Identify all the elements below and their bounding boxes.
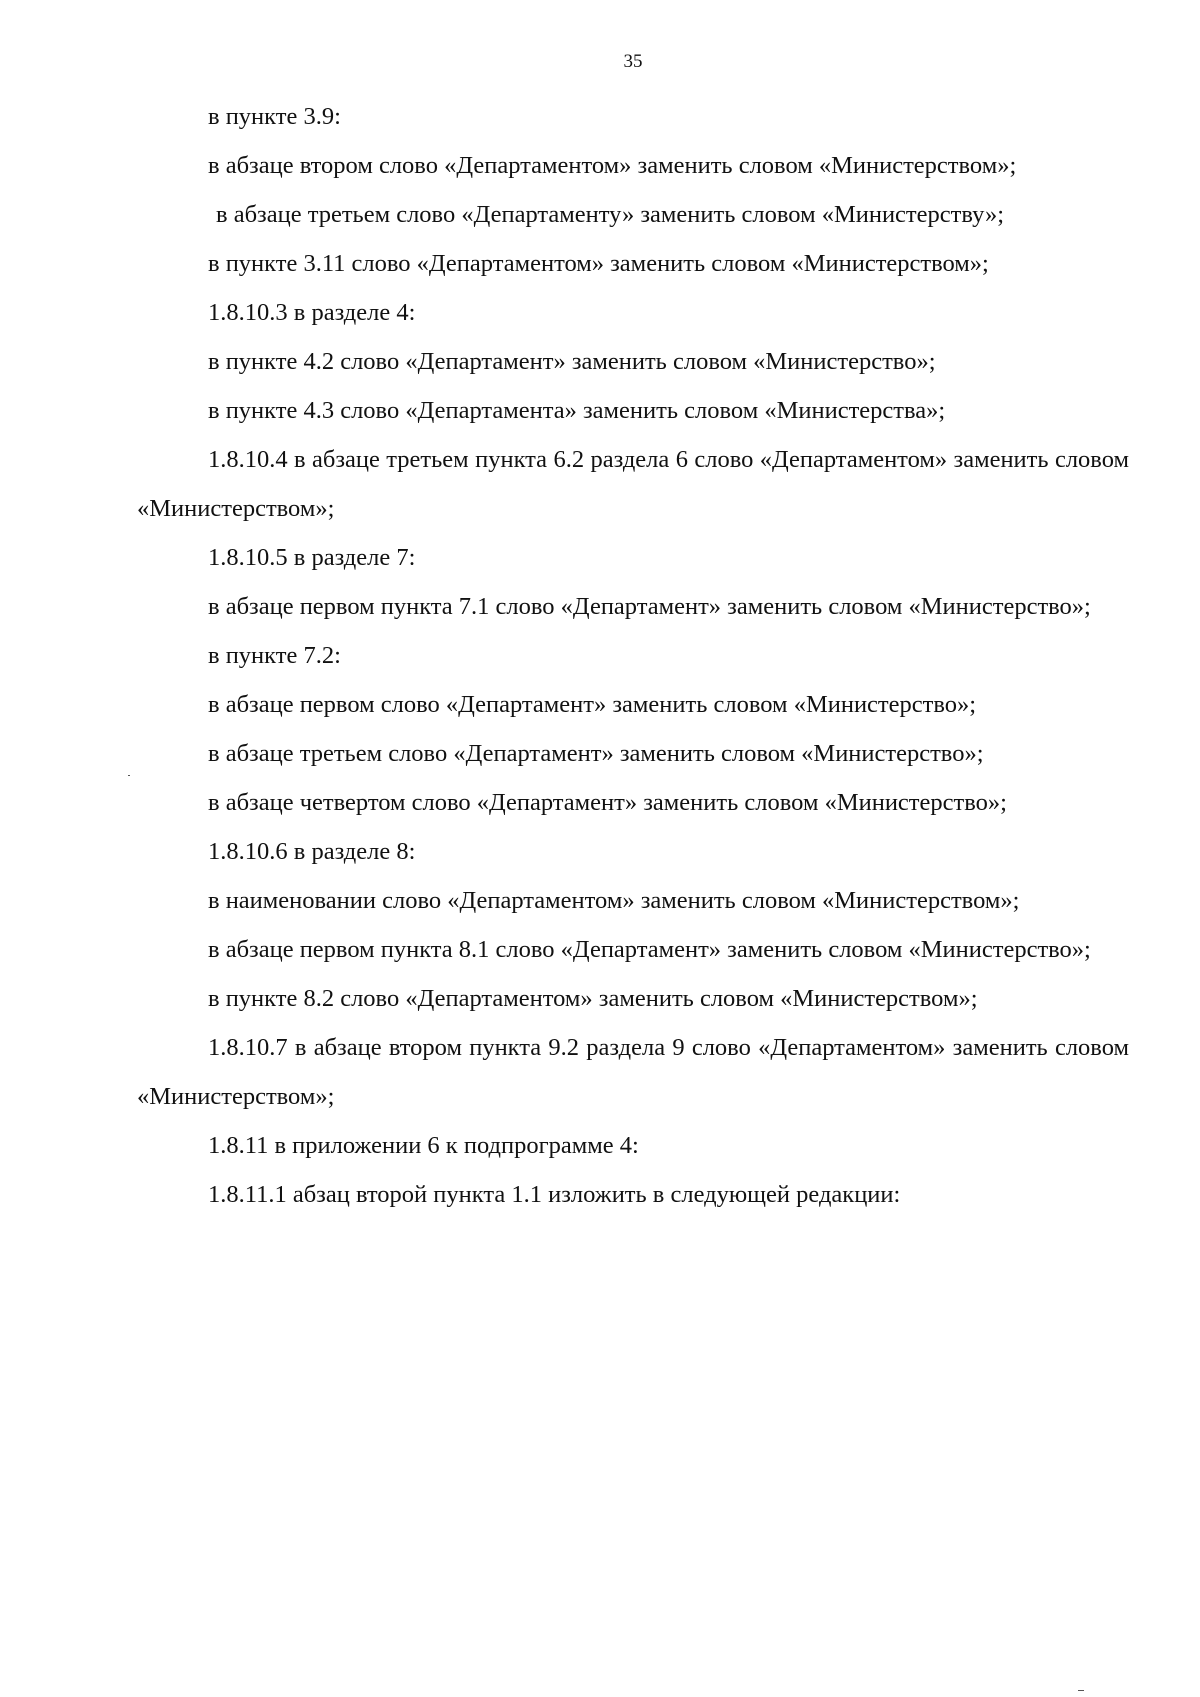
paragraph: 1.8.10.5 в разделе 7: <box>208 544 416 571</box>
page-number: 35 <box>623 51 643 72</box>
paragraph: в абзаце первом слово «Департамент» заменить словом «Министерство»; <box>208 691 977 718</box>
paragraph: в пункте 8.2 слово «Департаментом» заменить словом «Министерством»; <box>208 985 978 1012</box>
paragraph: 1.8.10.7 в абзаце втором пункта 9.2 раздела 9 слово «Департаментом» заменить словом «Министерством»; <box>137 1034 1129 1110</box>
paragraph: 1.8.10.6 в разделе 8: <box>208 838 416 865</box>
paragraph: 1.8.10.4 в абзаце третьем пункта 6.2 раздела 6 слово «Департаментом» заменить словом «Министерством»; <box>137 446 1129 522</box>
paragraph: в пункте 4.3 слово «Департамента» заменить словом «Министерства»; <box>208 397 946 424</box>
paragraph: в абзаце первом пункта 8.1 слово «Департамент» заменить словом «Министерство»; <box>208 936 1091 963</box>
paragraph: в абзаце третьем слово «Департаменту» заменить словом «Министерству»; <box>216 201 1004 228</box>
paragraph: 1.8.11.1 абзац второй пункта 1.1 изложить в следующей редакции: <box>208 1181 901 1208</box>
paragraph: в наименовании слово «Департаментом» заменить словом «Министерством»; <box>208 887 1020 914</box>
paragraph: в абзаце третьем слово «Департамент» заменить словом «Министерство»; <box>208 740 984 767</box>
scan-speck <box>1078 1690 1084 1691</box>
paragraph: в абзаце первом пункта 7.1 слово «Департамент» заменить словом «Министерство»; <box>208 593 1091 620</box>
paragraph: в пункте 7.2: <box>208 642 341 669</box>
paragraph: 1.8.10.3 в разделе 4: <box>208 299 416 326</box>
paragraph: 1.8.11 в приложении 6 к подпрограмме 4: <box>208 1132 639 1159</box>
paragraph: в пункте 3.9: <box>208 103 341 130</box>
paragraph: в абзаце втором слово «Департаментом» заменить словом «Министерством»; <box>208 152 1017 179</box>
scan-speck <box>128 775 130 776</box>
document-body <box>137 92 1129 1219</box>
paragraph: в абзаце четвертом слово «Департамент» заменить словом «Министерство»; <box>208 789 1007 816</box>
paragraph: в пункте 3.11 слово «Департаментом» заменить словом «Министерством»; <box>208 250 989 277</box>
paragraph: в пункте 4.2 слово «Департамент» заменить словом «Министерство»; <box>208 348 936 375</box>
